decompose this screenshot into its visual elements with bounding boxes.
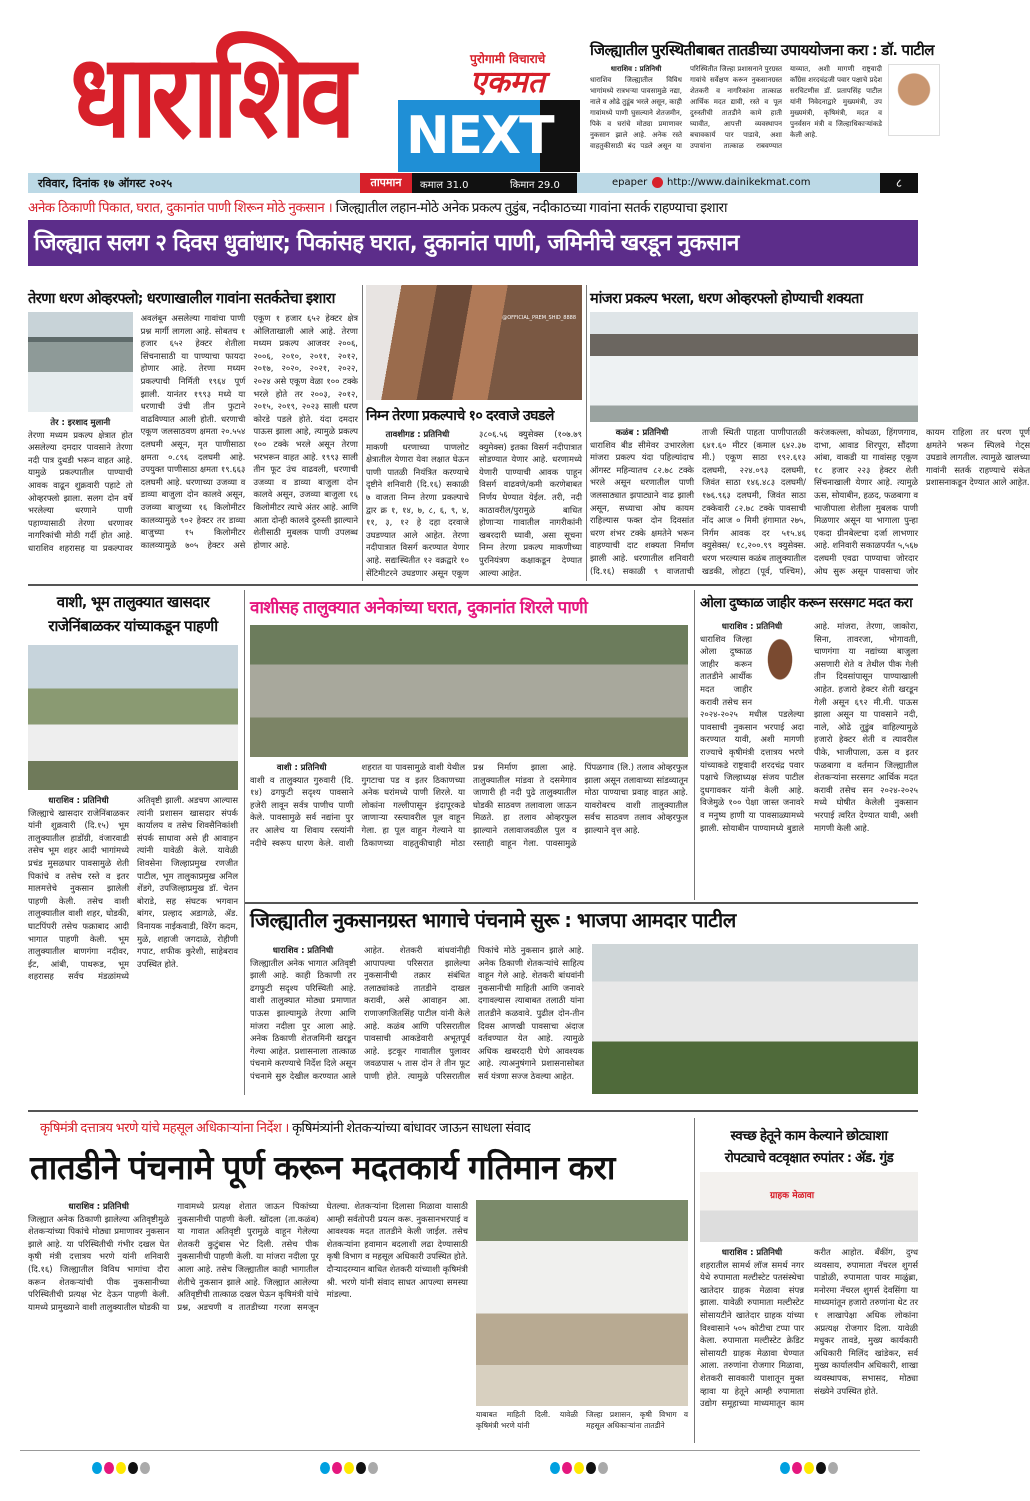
- page-number: ८: [880, 173, 918, 193]
- next-logo: [398, 100, 580, 172]
- vashi-mp-text: [28, 794, 238, 1094]
- registration-marks: [780, 1462, 838, 1474]
- ola-text: [700, 620, 918, 898]
- top-story-headline: जिल्ह्यातील पुरस्थितीबाबत तातडीच्या उपाययोजना करा : डॉ. पाटील: [590, 41, 934, 59]
- photo-minister-visit: [476, 1200, 688, 1406]
- headline-line: रोपट्याचे वटवृक्षात रुपांतर : ॲड. गुंड: [724, 1150, 894, 1166]
- headline-line: स्वच्छ हेतूने काम केल्याने छोट्याशा: [730, 1128, 888, 1144]
- top-story-text: [590, 64, 882, 168]
- nimna-headline: निम्न तेरणा प्रकल्पाचे १० दरवाजे उघडले: [366, 408, 554, 424]
- ola-headline: ओला दुष्काळ जाहीर करून सरसगट मदत करा: [700, 595, 913, 611]
- byline: वाशी : प्रतिनिधी: [276, 762, 327, 772]
- article-text: तेरणा मध्यम प्रकल्प क्षेत्रात होत असलेल्या दमदार पावसाने तेरणा नदी पात्र दुथडी भरून वाहत आहे. यामुळे प्रकल्पातील पाण्याची आवक वाढून शुक्रवारी पहाटे तो ओव्हरफ्लो झाला. सलग दोन वर्षे भरलेल्या धरणाने पाणी पहाण्यासाठी तेरणा धरणावर नागरिकांची मोठी गर्दी होत आहे. धाराशिव शहरासह या प्रकल्पावर अवलंबून असलेल्या गावांचा पाणी प्रश्न मार्गी लागला आहे. सोबतच १ हजार ६५२ हेक्टर शेतीला सिंचनासाठी या पाण्याचा फायदा होणार आहे. तेरणा मध्यम प्रकल्पाची निर्मिती १९६४ पूर्ण झाली. यानंतर १९९३ मध्ये या धरणाची उंची तीन फुटाने वाढविण्यात आली होती. धरणाची एकूण जलसाठवण क्षमता २०.५५४ दलघमी असून, मृत पाणीसाठा क्षमता ०.८९६ दलघमी आहे. उपयुक्त पाणीसाठा क्षमता १९.६६३ दलघमी आहे. धरणाच्या उजव्या व डाव्या बाजुला दोन कालवे असून, उजव्या बाजुच्या १६ किलोमीटर कालव्यामुळे ९०२ हेक्टर तर डाव्या बाजुच्या १५ किलोमीटर कालव्यामुळे ७०५ हेक्टर असे एकूण १ हजार ६५२ हेक्टर क्षेत्र ओलिताखाली आले आहे. तेरणा मध्यम प्रकल्प आजवर २००६, २००६, २०१०, २०११, २०१२, २०१७, २०२०, २०२१, २०२२, २०२४ असे एकूण वेळा १०० टक्के भरले होते तर २००३, २०१२, २०१५, २०१९, २०२३ साली धरण कोरडे पडले होते. यंदा दमदार पाऊस झाला आहे, त्यामुळे प्रकल्प १०० टक्के भरले असून तेरणा भरभरून वाहत आहे. १९९३ साली तीन फूट उंच वाढवली, धरणाची उजव्या व डाव्या बाजुला दोन कालवे असून, उजव्या बाजुला १६ किलोमीटर त्याचे अंतर आहे. आणि आता दोन्ही कालवे दुरुस्ती झाल्याने शेतीसाठी मुबलक पाणी उपलब्ध होणार आहे.: [28, 313, 358, 553]
- registration-marks: [550, 1462, 608, 1474]
- vashi-mp-headline: [28, 590, 238, 638]
- bharne-headline: तातडीने पंचनामे पूर्ण करून मदतकार्य गतिमान करा: [30, 1148, 615, 1187]
- epaper-url[interactable]: http://www.dainikekmat.com: [667, 177, 811, 188]
- kicker-black: कृषिमंत्र्यांनी शेतकऱ्यांच्या बांधावर जाऊन साधला संवाद: [292, 1121, 531, 1136]
- bharne-kicker: [40, 1118, 680, 1136]
- panchname-text: [250, 944, 584, 1096]
- epaper-label: epaper: [612, 177, 648, 188]
- kicker-red: कृषिमंत्री दत्तात्रय भरणे यांचे महसूल अधिकाऱ्यांना निर्देश ।: [40, 1121, 289, 1136]
- manjara-text: [590, 312, 1030, 582]
- column-divider: [362, 285, 363, 581]
- temp-max: कमाल 31.0: [420, 180, 469, 191]
- gund-text: [700, 1246, 918, 1442]
- masthead-logo: धाराशिव: [70, 29, 350, 164]
- terna-headline: तेरणा धरण ओव्हरफ्लो; धरणाखालील गावांना सतर्कतेचा इशारा: [28, 291, 335, 307]
- byline: तेर : इरशाद मुलानी: [50, 417, 111, 427]
- byline: धाराशिव : प्रतिनिधी: [721, 1247, 783, 1257]
- photo-dr-patil: [888, 64, 940, 136]
- column-divider: [694, 590, 695, 900]
- article-text: धाराशिव जिल्हा ओला दुष्काळ जाहीर करून तातडीने आर्थीक मदत जाहीर करावी तसेच सन २०२४-२०२५ मधील पडलेल्या पावसाची नुकसान भरपाई अदा करण्यात यावी, अशी मागणी राज्याचे कृषीमंत्री दत्तात्रय भरणे यांच्याकडे राष्ट्रवादी शरदचंद्र पवार पक्षाचे जिल्हाध्यक्ष संजय पाटील दुधगावकर यांनी केली आहे. विजेमुळे १०० पेक्षा जास्त जनावरे व मनुष्य हाणी या पावसाळ्यामध्ये झाली. सोयाबीन पाण्यामध्ये बुडाले आहे. मांजरा, तेरणा, जाकोरा, सिना, तावरजा, भोगावती, चाणगंगा या नद्यांच्या बाजुला असणारी शेते व तेथील पीक गेली तीन दिवसांपासून पाण्याखाली आहेत. हजारो हेक्टर शेती खरडून गेली असून ६९२ मी.मी. पाऊस झाला असून या पावसाने नदी, नाले, ओढे तुडुंब वाहिल्यामुळे हजारो हेक्टर शेती व त्यावरील पीके, भाजीपाला, ऊस व इतर फळबागा व वर्तमान जिल्ह्यातील शेतकऱ्यांना सरसगट आर्थिक मदत करावी तसेच सन २०२४-२०२५ मध्ये घोषीत केलेली नुकसान भरपाई त्वरित देण्यात यावी, अशी मागणी केली आहे.: [700, 621, 918, 833]
- byline: धाराशिव : प्रतिनिधी: [68, 1201, 129, 1211]
- search-icon: [652, 177, 663, 188]
- headline-line: भाजपा आमदार पाटील: [576, 908, 736, 932]
- photo-grahak-melava: [700, 1172, 918, 1242]
- registration-marks: [92, 1462, 150, 1474]
- byline: धाराशिव : प्रतिनिधी: [272, 945, 334, 955]
- panchname-headline: [250, 906, 918, 933]
- temperature-label: तापमान: [360, 173, 412, 193]
- column-divider: [244, 590, 245, 1095]
- article-text: वाशी व तालुक्यात गुरुवारी (दि. १४) ढगफुटी सदृश्य पावसाने हजेरी लावून सर्वत्र पाणीच पाणी केले. पावसामुळे सर्व नद्यांना पुर तर आलेच या शिवाय रस्त्यांनी नदीचे स्वरूप धारण केले. वाशी शहरात या पावसामुळे वाशी येथील गुगटाचा पड व इतर ठिकाणच्या अनेक घरांमध्ये पाणी शिरले. या लोकांना गल्लीपासून इंदापूरकडे जाणाऱ्या रस्त्यावरील पूल वाहून गेला. हा पूल वाहून गेल्याने या ठिकाणच्या वाहतुकीचाही मोठा प्रश्न निर्माण झाला आहे. तालुक्यातील मांडवा ते दसमेगाव जाणारी ही नदी पुढे तालुक्यातील घोडकी साठवण तलावाला जाऊन मिळते. हा तलाव ओव्हरफुल झाल्याने तलावाजवळील पुल व रस्ताही वाहून गेला. पावसामुळे पिंपळगाव (लि.) तलाव ओव्हरफुल झाला असून तलावाच्या सांडव्यातून मोठा पाण्याचा प्रवाह वाहत आहे. यावरोबरच वाशी तालुक्यातील सर्वच साठवण तलाव ओव्हरफुल झाल्याने वृत्त आहे.: [250, 762, 688, 848]
- article-text: शहरातील सामर्थ लॉज समर्थ नगर येथे रुपामाता मल्टीस्टेट पतसंस्थेचा खातेदार ग्राहक मेळावा संपन्न झाला. यावेळी रुपामाता मल्टीस्टेट सोसायटीने खातेदार ग्राहक यांच्या विश्वासाने ५०५ कोटीचा टप्पा पार केला. रुपामाता मल्टीस्टेट क्रेडिट सोसायटी ग्राहक मेळावा घेण्यात आला. तरुणांना रोजगार मिळावा, शेतकरी सावकारी पाशातून मुक्त व्हावा या हेतूने आम्ही रुपामाता उद्योग समूहाच्या माध्यमातून काम करीत आहोत. बँकींग, दुग्ध व्यवसाय, रुपामाता नॅचरल शुगर्स पाडोळी, रुपामाता पावर माळुंब्रा, मनोरमा नॅचरल शुगर्स देवसिंगा या माध्यमांतून हजारो तरुणांना थेट तर १ लाखापेक्षा अधिक लोकांना अप्रत्यक्ष रोजगार दिला. यावेळी मधुकर तावडे, मुख्य कार्यकारी अधिकारी मिलिंद खांडेकर, सर्व मुख्य कार्यालयीन अधिकारी, शाखा व्यवस्थापक, सभासद, मोठ्या संख्येने उपस्थित होते.: [700, 1247, 918, 1409]
- byline: धाराशिव : प्रतिनिधी: [48, 795, 109, 805]
- photo-terna-dam: [28, 312, 133, 412]
- nimna-text: [366, 428, 582, 582]
- photo-mp-inspection: [28, 645, 238, 790]
- photo-manjara-dam: [590, 312, 918, 422]
- column-divider: [694, 1118, 695, 1443]
- photo-caption: जिल्हा प्रशासन, कृषी विभाग व महसूल अधिकाऱ्यांना तातडीने: [586, 1410, 688, 1430]
- terna-text: [28, 312, 358, 582]
- byline: तावशीगड : प्रतिनिधी: [385, 429, 450, 439]
- byline: धाराशिव : प्रतिनिधी: [721, 621, 783, 631]
- photo-caption: याबाबत माहिती दिली. यावेळी कृषिमंत्री भरणे यांनी: [476, 1410, 578, 1430]
- article-text: जिल्ह्यात अनेक ठिकाणी झालेल्या अतिवृष्टीमुळे शेतकऱ्यांच्या पिकांचे मोठ्या प्रमाणावर नुकसान झाले आहे. या परिस्थितीची गंभीर दखल घेत कृषी मंत्री दत्तात्रय भरणे यांनी शनिवारी (दि.१६) जिल्ह्यातील विविध भागांचा दौरा करून शेतकऱ्यांची पीक नुकसानीच्या परिस्थितीची प्रत्यक्ष भेट देऊन पाहणी केली. यामध्ये प्रामुख्याने वाशी तालुक्यातील घोडकी या गावामध्ये प्रत्यक्ष शेतात जाऊन पिकांच्या नुकसानीची पाहणी केली. खोंदला (ता.कळंब) या गावात अतिवृष्टी पुरामुळे वाहून गेलेल्या शेतकरी कुटुंबास भेट दिली. तसेच पीक नुकसानीची पाहणी केली. या मांजरा नदीला पूर आला आहे. तसेच जिल्ह्यातील काही भागातील शेतीचे नुकसान झाले आहे. जिल्ह्यात आलेल्या अतिवृष्टीची तात्काळ दखल घेऊन कृषिमंत्री यांचे प्रश्न, अडचणी व तातडीच्या गरजा समजून घेतल्या. शेतकऱ्यांना दिलासा मिळावा यासाठी आम्ही सर्वतोपरी प्रयत्न करू. नुकसानभरपाई व आवश्यक मदत तातडीने केली जाईल. तसेच शेतकऱ्यांना हवामान बदलाशी लढा देण्यासाठी कृषी विभाग व महसूल अधिकारी उपस्थित होते. दौऱ्यादरम्यान बाधित शेतकरी यांच्याशी कृषिमंत्री श्री. भरणे यांनी संवाद साधत आपल्या समस्या मांडल्या.: [28, 1201, 468, 1312]
- column-divider: [586, 285, 587, 581]
- bharne-text: [28, 1200, 468, 1442]
- article-text: जिल्ह्यातील अनेक भागात अतिवृष्टी झाली आहे. काही ठिकाणी तर ढगफुटी सदृश्य परिस्थिती आहे. वाशी तालुक्यात मोठ्या प्रमाणात पाऊस झाल्यामुळे तेरणा आणि मांजरा नदीला पुर आला आहे. अनेक ठिकाणी शेतजमिनी खरडून गेल्या आहेत. प्रशासनाला तात्काळ पंचनामे करण्याचे निर्देश दिले असून पंचनामे सुरु देखील करण्यात आले आहेत. शेतकरी बांधवांनीही आपापल्या परिसरात झालेल्या नुकसानीची तक्रार संबंधित तलाठ्यांकडे तातडीने दाखल करावी, असे आवाहन आ. राणाजगजितसिंह पाटील यांनी केले आहे. कळंब आणि परिसरातील पावसाची आकडेवारी अभूतपूर्व आहे. इटकूर गावातील पुलावर जवळपास ५ तास दोन ते तीन फूट पाणी होते. त्यामुळे परिसरातील पिकांचे मोठे नुकसान झाले आहे. अनेक ठिकाणी शेतकऱ्यांचे साहित्य वाहून गेले आहे. शेतकरी बांधवांनी नुकसानीची माहिती आणि जनावरे दगावल्यास त्याबाबत तलाठी यांना तातडीने कळवावे. पुढील दोन-तीन दिवस आणखी पावसाचा अंदाज वर्तवण्यात येत आहे. त्यामुळे अधिक खबरदारी घेणे आवश्यक आहे. त्याअनुषंगाने प्रशासनासोबत सर्व यंत्रणा सज्ज ठेवल्या आहेत.: [250, 945, 584, 1081]
- kicker-red: अनेक ठिकाणी पिकात, घरात, दुकानांत पाणी शिरून मोठे नुकसान ।: [28, 200, 333, 216]
- temp-min: किमान 29.0: [510, 180, 560, 191]
- main-banner-headline: जिल्ह्यात सलग २ दिवस धुवांधार; पिकांसह घरात, दुकानांत पाणी, जमिनीचे खरडून नुकसान: [28, 220, 918, 266]
- masthead-brand: एकमत: [470, 65, 545, 100]
- photo-nimna-terna-gates: [366, 285, 582, 400]
- article-text: धाराशिव बीड सीमेवर उभारलेला मांजरा प्रकल्प यंदा पहिल्यांदाच ऑगस्ट महिन्यातच ८२.७८ टक्के भरले असून धरणातील पाणी जलसाठ्यात झपाट्याने वाढ झाली असून, सध्याचा ओघ कायम राहिल्यास फक्त दोन दिवसांत धरण शंभर टक्के क्षमतेने भरून वाहण्याची दाट शक्यता निर्माण झाली आहे. धरणातील शनिवारी (दि.१६) सकाळी ९ वाजताची ताजी स्थिती पाहता पाणीपातळी ६४१.६० मीटर (कमाल ६४२.३७ मी.) एकूण साठा १९२.६१३ दलघमी, २२४.०९३ दलघमी, जिवंत साठा १४६.४८३ दलघमी/ १७६.९६३ दलघमी, जिवंत साठा टक्केवारी ८२.७८ टक्के पावसाची नोंद आज ० मिमी हंगामात २७५, निर्गम आवक दर ५१५.४६ क्युसेक्स/ १८,२००.९९ क्युसेक्स. धरण भरल्यास कळंब तालुक्यातील खडकी, लोहटा (पूर्व, पश्चिम), करंजकल्ला, कोथळा, हिंगणगाव, दाभा, आवाड शिरपूरा, सौंदणा आंबा, वाकडी या गावांसह एकूण १८ हजार २२३ हेक्टर शेती सिंचनाखाली येणार आहे. त्यामुळे ऊस, सोयाबीन, हळद, फळबागा व भाजीपाला शेतीला मुबलक पाणी मिळणार असून या भागाला पुन्हा एकदा ग्रीनबेल्टचा दर्जा लाभणार आहे. शनिवारी सकाळपर्यंत ५,५६७ दलघमी एवढा पाण्याचा जोरदार ओघ सुरू असून पावसाचा जोर कायम राहिला तर धरण पूर्ण क्षमतेने भरून स्पिलवे गेट्स उघडावे लागतील. त्यामुळे खालच्या गावांनी सतर्क राहण्याचे संकेत प्रशासनाकडून देण्यात आले आहेत.: [590, 427, 1030, 576]
- kicker: [28, 198, 918, 216]
- registration-marks: [320, 1462, 378, 1474]
- headline-line: जिल्ह्यातील नुकसानग्रस्त भागाचे पंचनामे सुरू :: [250, 908, 572, 932]
- byline: कळंब : प्रतिनिधी: [615, 427, 669, 437]
- article-text: जिल्ह्याचे खासदार राजेनिंबाळकर यांनी शुक्रवारी (दि.१५) भूम तालुक्यातील हाडोंग्री, वंजारवाडी तसेच भूम शहर आदी भागांमध्ये प्रचंड मुसळधार पावसामुळे शेती पिकांचे व तसेच रस्ते व इतर मालमत्तेचे नुकसान झालेली पाहणी केली. तसेच वाशी तालुक्यातील वाशी शहर, घोडकी, घाटपिंपरी तसेच फक्राबाद आदी भागात पाहणी केली. भूम तालुक्यातील बाणगंगा नदीवर, ईट, आंबी, पाथरूड, भूम शहरासह सर्वच मंडळांमध्ये अतिवृष्टी झाली. अडचण आल्यास त्यांनी प्रशासन खासदार संपर्क कार्यालय व तसेच शिवसैनिकांशी संपर्क साधावा असे ही आवाहन त्यांनी यावेळी केले. यावेळी शिवसेना जिल्हाप्रमुख रणजीत पाटील, भूम तालुकाप्रमुख अनिल शेंडगे, उपजिल्हाप्रमुख डॉ. चेतन बोराडे, सह संघटक भगवान बांगर, प्रल्हाद अडागळे, ॲड. विनायक नाईकवाडी, विरेंग कदम, मुळे, शहाजी जगदाळे, रोहीणी गपाट, शफीक कुरेशी, साहेबराव उपस्थित होते.: [28, 795, 238, 982]
- bottom-rule: [20, 1450, 920, 1451]
- vashi-flood-headline: वाशीसह तालुक्यात अनेकांच्या घरात, दुकानांत शिरले पाणी: [250, 598, 588, 618]
- photo-credit: @OFFICIAL_PREM_SHID_8888: [502, 315, 576, 321]
- kicker-black: जिल्ह्यातील लहान-मोठे अनेक प्रकल्प तुडुंब, नदीकाठच्या गावांना सतर्क राहण्याचा इशारा: [335, 200, 728, 216]
- photo-sanjay-patil: [756, 633, 804, 699]
- headline-line: वाशी, भूम तालुक्यात खासदार: [56, 593, 210, 611]
- next-logo-text: NEXT: [406, 106, 553, 166]
- article-text: धाराशिव जिल्ह्यातील विविध भागांमध्ये रात्रभऱ्या पावसामुळे नद्या, नाले व ओढे तुडूंब भरले असून, काही गावांमध्ये पाणी घुसल्याने शेतजमीन, पिके व घरांचे मोठ्या प्रमाणावर नुकसान झाले आहे. अनेक रस्ते वाहतुकीसाठी बंद पडले असून या परिस्थितीत जिल्हा प्रशासनाने पुरग्रस्त गावांचे सर्वेक्षण करून नुकसानग्रस्त शेतकरी व नागरिकांना तात्काळ आर्थिक मदत द्यावी, रस्ते व पूल दुरुस्तीची तातडीने कामे हाती घ्यावीत, आपत्ती व्यवस्थापन बचावकार्य पार पाडावे, अशा उपायांना तात्काळ राबवण्यात याव्यात, अशी मागणी राष्ट्रवादी काँग्रेस शरदचंद्रजी पवार पक्षाचे प्रदेश सरचिटणीस डॉ. प्रतापसिंह पाटील यांनी निवेदनाद्वारे मुख्यमंत्री, उप मुख्यमंत्री, कृषिमंत्री, मदत व पुनर्वसन मंत्री व जिल्हाधिकाऱ्यांकडे केली आहे.: [590, 65, 882, 150]
- manjara-headline: मांजरा प्रकल्प भरला, धरण ओव्हरफ्लो होण्याची शक्यता: [590, 291, 863, 307]
- masthead-tagline: पुरोगामी विचाराचे: [470, 52, 546, 66]
- headline-line: राजेनिंबाळकर यांच्याकडून पाहणी: [48, 617, 218, 635]
- article-text: माकणी धरणाच्या पाणलोट क्षेत्रातील येणारा येवा लक्षात घेऊन पाणी पातळी नियंत्रित करण्याचे दृष्टीने शनिवारी (दि.१६) सकाळी ७ वाजता निम्न तेरणा प्रकल्पाचे द्वार क्र १, १४, ७, ८, ६, ९, ४, ११, ३, १२ हे दहा दरवाजे उघडण्यात आले आहेत. तेरणा नदीपात्रात विसर्ग करण्यात येणार आहे. सद्यःस्थितीत १२ वक्रद्वारे १० सेंटिमीटरने उघडणार असून एकूण ३८०६.५६ क्युसेक्स (१०७.७९ क्युमेक्स) इतका विसर्ग नदीपात्रात सोडण्यात येणार आहे. धरणामध्ये येणारी पाण्याची आवक पाहून विसर्ग वाढवणे/कमी करणेबाबत निर्णय घेण्यात येईल. तरी, नदी काठावरील/पुरामुळे बाधित होणाऱ्या गावातील नागरीकांनी खबरदारी घ्यावी, असा सूचना निम्न तेरणा प्रकल्प माकणीच्या पुरनियंत्रण कक्षाकडून देण्यात आल्या आहेत.: [366, 429, 582, 578]
- gund-headline: [700, 1125, 918, 1169]
- date: रविवार, दिनांक १७ ऑगस्ट २०२५: [38, 177, 173, 190]
- photo-vashi-flood: [250, 625, 688, 757]
- byline: धाराशिव : प्रतिनिधी: [610, 65, 662, 73]
- vashi-flood-text: [250, 625, 688, 899]
- photo-mla-inspection: [592, 944, 918, 1094]
- banner-text: ग्राहक मेळावा: [770, 1191, 815, 1201]
